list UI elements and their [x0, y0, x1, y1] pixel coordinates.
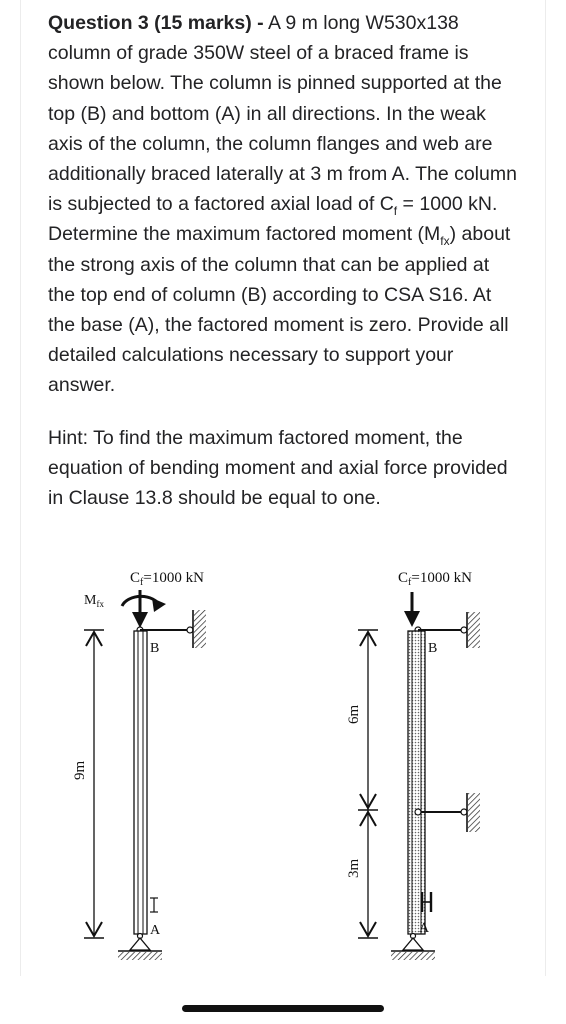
- left-load-label: $C_f=1000$ kN: [130, 570, 204, 588]
- question-text: [48, 8, 518, 401]
- left-section-symbol: [150, 898, 158, 912]
- left-diagram: [72, 570, 206, 960]
- right-diagram: [346, 570, 480, 960]
- right-upper-length-label: 6m: [346, 704, 362, 724]
- right-axial-arrow: [404, 592, 420, 627]
- question-body-2: = 1000 kN. Determine the maximum factored moment (M: [48, 193, 498, 246]
- right-bottom-support: [391, 934, 435, 961]
- home-indicator[interactable]: [182, 1005, 384, 1012]
- question-body-3: ) about the strong axis of the column that can be applied at the top end of column (B) according to CSA S16. At the base (A), the factored moment is zero. Provide all detailed calculations necessary to support your answer.: [48, 223, 511, 397]
- left-column: [134, 631, 147, 934]
- right-lower-length-label: 3m: [346, 858, 362, 878]
- right-dimension-lines: [358, 630, 378, 938]
- right-load-label: $C_f=1000$ kN: [398, 570, 472, 588]
- right-node-a: A: [419, 921, 430, 936]
- left-moment-arrow: [122, 596, 166, 612]
- right-column: [408, 631, 425, 934]
- question-title: Question 3 (15 marks) -: [48, 12, 264, 34]
- subscript-f: f: [393, 204, 398, 219]
- column-diagram: [0, 560, 566, 980]
- left-node-a: A: [150, 923, 161, 938]
- subscript-fx: fx: [440, 234, 450, 249]
- left-dimension-9m: [84, 630, 104, 938]
- left-moment-label: $M_{fx}$: [84, 593, 104, 609]
- right-node-b: B: [428, 641, 438, 656]
- question-content: [48, 8, 518, 513]
- left-node-b: B: [150, 641, 160, 656]
- question-body-1: A 9 m long W530x138 column of grade 350W steel of a braced frame is shown below. The column is pinned supported at the top (B) and bottom (A) in all directions. In the weak axis of the column, the column flanges and web are additionally braced laterally at 3 m from A. The column is subjected to a factored axial load of C: [48, 12, 517, 216]
- left-length-label: 9m: [72, 760, 88, 780]
- hint-text: Hint: To find the maximum factored moment, the equation of bending moment and axial force provided in Clause 13.8 should be equal to one.: [48, 426, 508, 510]
